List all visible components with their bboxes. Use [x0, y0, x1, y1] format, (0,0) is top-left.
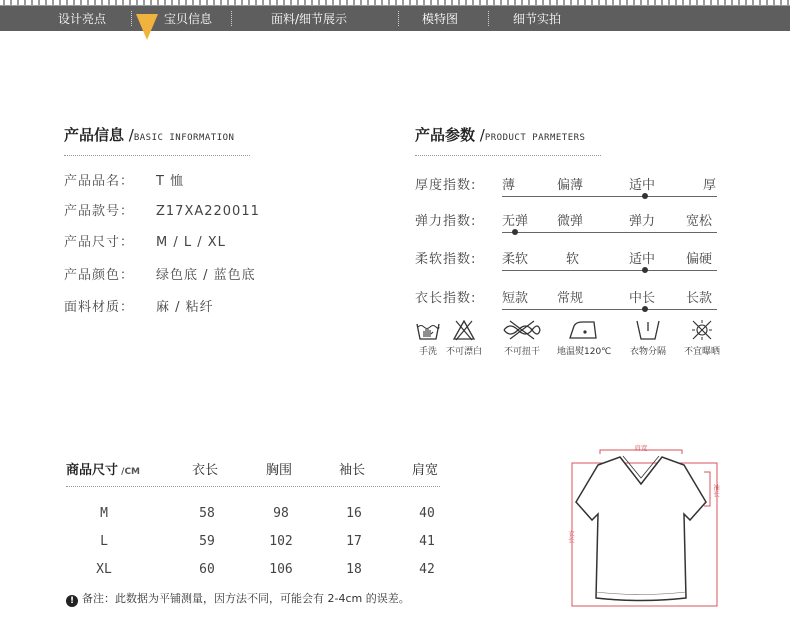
- hand-wash-icon: [415, 318, 441, 342]
- length-label: 衣长: [567, 530, 575, 543]
- measurement-note: ! 备注：此数据为平铺测量，因方法不同，可能会有 2-4cm 的误差。: [66, 590, 410, 607]
- param-scale-line: [502, 270, 717, 271]
- param-option: 中长: [629, 291, 656, 306]
- care-label: 地温熨120℃: [557, 347, 612, 357]
- no-wring-icon: [502, 318, 542, 342]
- param-option: 无弹: [502, 214, 529, 229]
- warning-icon: !: [66, 595, 78, 607]
- param-option: 适中: [629, 252, 656, 267]
- size-cell: 102: [269, 534, 293, 549]
- size-cell: 59: [199, 534, 215, 549]
- size-cell: 106: [269, 562, 293, 577]
- nav-divider: [131, 11, 132, 26]
- no-bleach-icon: [451, 318, 477, 342]
- product-params-heading: 产品参数 /PRODUCT PARMETERS: [415, 126, 586, 144]
- sleeve-label: 袖长: [712, 484, 720, 497]
- divider: [66, 486, 440, 487]
- size-cell: XL: [96, 562, 112, 577]
- care-item: [502, 318, 542, 357]
- low-iron-icon: [564, 318, 604, 342]
- size-cell: 41: [419, 534, 435, 549]
- divider: [64, 155, 250, 156]
- param-option: 软: [566, 252, 580, 267]
- top-nav: [0, 6, 790, 31]
- care-label: 不可扭干: [503, 347, 540, 357]
- shoulder-label: 肩宽: [634, 444, 648, 452]
- shirt-measure-diagram: [560, 440, 730, 616]
- size-cell: 58: [199, 506, 215, 521]
- param-scale-line: [502, 232, 717, 233]
- nav-divider: [398, 11, 399, 26]
- size-col-header: 胸围: [266, 463, 293, 478]
- info-row-name: 产品品名： T 恤: [64, 174, 185, 189]
- param-label-length: 衣长指数:: [415, 291, 477, 306]
- size-col-header: 衣长: [192, 463, 219, 478]
- care-item: [415, 318, 441, 357]
- care-label: 手洗: [418, 347, 437, 357]
- tab-product-info[interactable]: 宝贝信息: [164, 12, 213, 26]
- info-row-material: 面料材质： 麻 / 粘纤: [64, 300, 214, 315]
- param-marker-thickness: [642, 193, 648, 199]
- param-option: 短款: [502, 291, 529, 306]
- param-scale-line: [502, 196, 717, 197]
- size-cell: 40: [419, 506, 435, 521]
- size-cell: 98: [273, 506, 289, 521]
- size-cell: 18: [346, 562, 362, 577]
- care-label: 不可漂白: [446, 347, 483, 357]
- tab-model-photos[interactable]: 模特图: [422, 12, 459, 26]
- size-cell: 42: [419, 562, 435, 577]
- care-label: 衣物分隔: [629, 347, 666, 357]
- nav-divider: [231, 11, 232, 26]
- param-option: 薄: [502, 178, 516, 193]
- size-table-title: 商品尺寸 /CM: [66, 463, 140, 478]
- care-item: [628, 318, 668, 357]
- tab-design-highlights[interactable]: 设计亮点: [58, 12, 107, 26]
- param-label-softness: 柔软指数:: [415, 252, 477, 267]
- care-item: [682, 318, 722, 357]
- param-option: 偏薄: [557, 178, 584, 193]
- tab-detail-photos[interactable]: 细节实拍: [513, 12, 562, 26]
- info-row-size: 产品尺寸： M / L / XL: [64, 235, 226, 250]
- param-option: 宽松: [686, 214, 713, 229]
- param-marker-elasticity: [512, 229, 518, 235]
- param-option: 柔软: [502, 252, 529, 267]
- param-label-thickness: 厚度指数:: [415, 178, 477, 193]
- param-scale-line: [502, 309, 717, 310]
- no-sun-icon: [682, 318, 722, 342]
- size-cell: M: [100, 506, 108, 521]
- param-option: 微弹: [557, 214, 584, 229]
- size-cell: L: [100, 534, 108, 549]
- param-option: 常规: [557, 291, 584, 306]
- info-row-style-no: 产品款号： Z17XA220011: [64, 204, 260, 219]
- size-cell: 60: [199, 562, 215, 577]
- param-label-elasticity: 弹力指数:: [415, 214, 477, 229]
- care-label: 不宜曝晒: [683, 347, 720, 357]
- param-option: 厚: [703, 178, 717, 193]
- product-info-heading: 产品信息 /BASIC INFORMATION: [64, 126, 235, 144]
- size-col-header: 袖长: [339, 463, 366, 478]
- param-marker-length: [642, 306, 648, 312]
- wash-separately-icon: [628, 318, 668, 342]
- param-option: 弹力: [629, 214, 656, 229]
- info-row-color: 产品颜色： 绿色底 / 蓝色底: [64, 268, 256, 283]
- care-item: [446, 318, 482, 357]
- active-tab-indicator: [136, 14, 158, 40]
- size-cell: 16: [346, 506, 362, 521]
- param-option: 适中: [629, 178, 656, 193]
- care-item: [557, 318, 611, 357]
- size-cell: 17: [346, 534, 362, 549]
- param-marker-softness: [642, 267, 648, 273]
- tab-fabric-details[interactable]: 面料/细节展示: [271, 12, 348, 26]
- divider: [415, 155, 601, 156]
- param-option: 长款: [686, 291, 713, 306]
- param-option: 偏硬: [686, 252, 713, 267]
- nav-divider: [488, 11, 489, 26]
- size-col-header: 肩宽: [412, 463, 439, 478]
